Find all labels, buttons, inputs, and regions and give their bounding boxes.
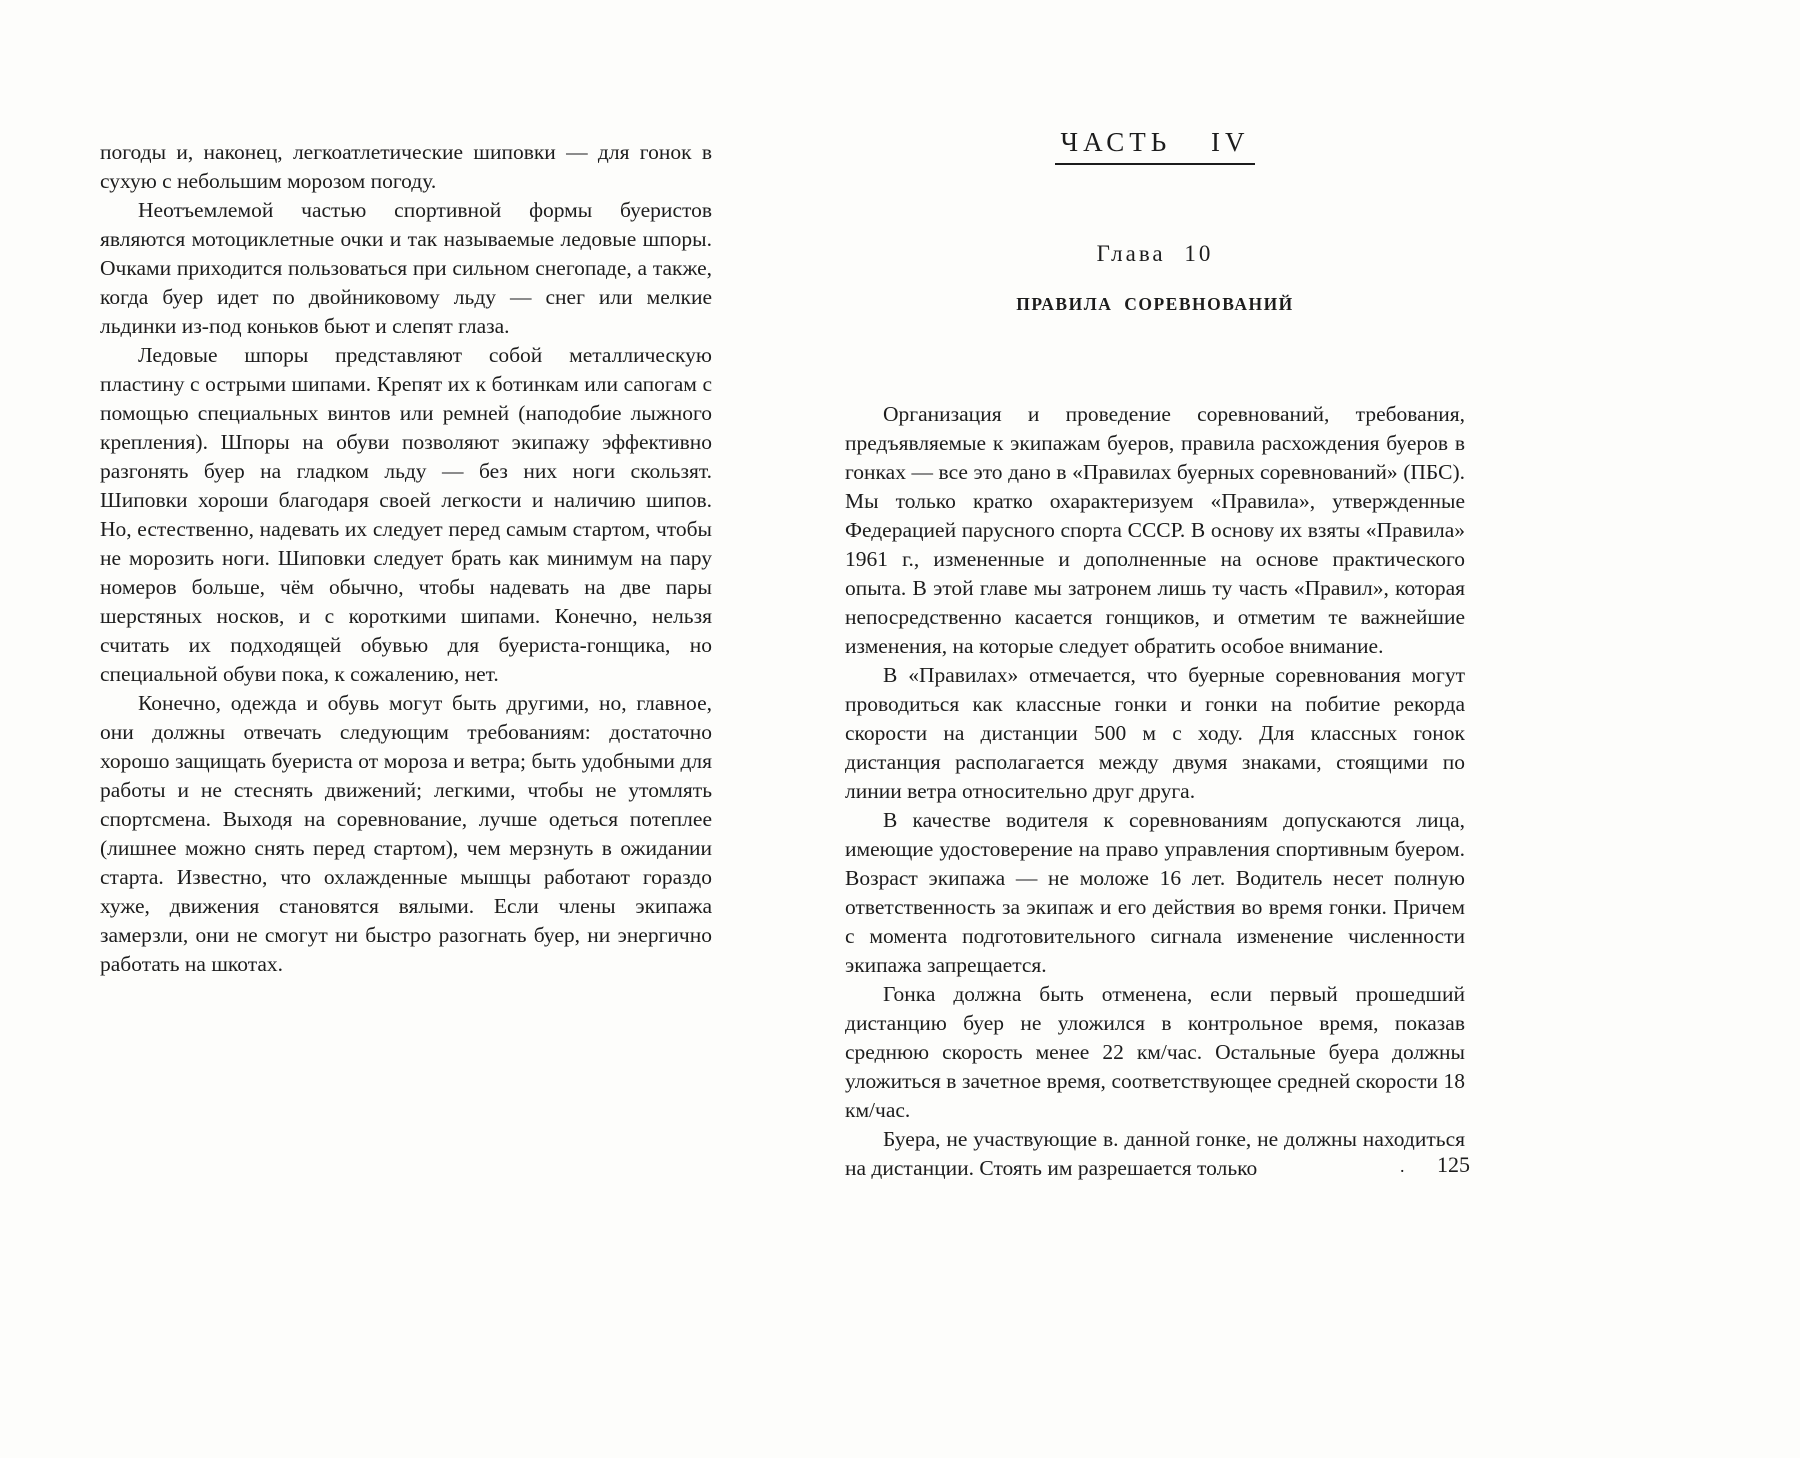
- paragraph: В «Правилах» отмечается, что буерные соревнования могут проводиться как классные гонки и гонки на побитие рекорда скорости на дистанции 500 м с ходу. Для классных гонок дистанция располагается между двумя знаками, стоящими по линии ветра относительно друг друга.: [845, 663, 1465, 804]
- paragraph: В качестве водителя к соревнованиям допускаются лица, имеющие удостоверение на право управления спортивным буером. Возраст экипажа — не моложе 16 лет. Водитель несет полную ответственность за экипаж и его действия во время гонки. Причем с момента подготовительного сигнала изменение численности экипажа запрещается.: [845, 808, 1465, 978]
- footer-dot: .: [1400, 1156, 1405, 1176]
- right-page-paragraphs: [845, 400, 1465, 1183]
- page-footer: [1400, 1152, 1470, 1178]
- paragraph: Гонка должна быть отменена, если первый прошедший дистанцию буер не уложился в контрольное время, показав среднюю скорость менее 22 км/час. Остальные буера должны уложиться в зачетное время, соответствующее средней скорости 18 км/час.: [845, 982, 1465, 1123]
- part-heading: ЧАСТЬ IV: [1055, 128, 1256, 165]
- paragraph: Ледовые шпоры представляют собой металлическую пластину с острыми шипами. Крепят их к ботинкам или сапогам с помощью специальных винтов или ремней (наподобие лыжного крепления). Шпоры на обуви позволяют экипажу эффективно разгонять буер на гладком льду — без них ноги скользят. Шиповки хороши благодаря своей легкости и наличию шипов. Но, естественно, надевать их следует перед самым стартом, чтобы не морозить ноги. Шиповки следует брать как минимум на пару номеров больше, чём обычно, чтобы надевать на две пары шерстяных носков, и с короткими шипами. Конечно, нельзя считать их подходящей обувью для буериста-гонщика, но специальной обуви пока, к сожалению, нет.: [100, 343, 712, 686]
- chapter-headings: [845, 128, 1465, 314]
- paragraph: Организация и проведение соревнований, требования, предъявляемые к экипажам буеров, правила расхождения буеров в гонках — все это дано в «Правилах буерных соревнований» (ПБС). Мы только кратко охарактеризуем «Правила», утвержденные Федерацией парусного спорта СССР. В основу их взяты «Правила» 1961 г., измененные и дополненные на основе практического опыта. В этой главе мы затронем лишь ту часть «Правил», которая непосредственно касается гонщиков, и отметим те важнейшие изменения, на которые следует обратить особое внимание.: [845, 402, 1465, 659]
- paragraph-continuation: погоды и, наконец, легкоатлетические шиповки — для гонок в сухую с небольшим морозом погоду.: [100, 140, 712, 193]
- paragraph: Конечно, одежда и обувь могут быть другими, но, главное, они должны отвечать следующим требованиям: достаточно хорошо защищать буериста от мороза и ветра; быть удобными для работы и не стеснять движений; легкими, чтобы не утомлять спортсмена. Выходя на соревнование, лучше одеться потеплее (лишнее можно снять перед стартом), чем мерзнуть в ожидании старта. Известно, что охлажденные мышцы работают гораздо хуже, движения становятся вялыми. Если члены экипажа замерзли, они не смогут ни быстро разогнать буер, ни энергично работать на шкотах.: [100, 691, 712, 976]
- page-number: 125: [1437, 1152, 1470, 1177]
- section-heading: ПРАВИЛА СОРЕВНОВАНИЙ: [1016, 293, 1294, 314]
- right-page-text-column: [845, 128, 1465, 1183]
- paragraph: Буера, не участвующие в. данной гонке, не должны находиться на дистанции. Стоять им разрешается только: [845, 1127, 1465, 1181]
- part-heading-row: [845, 128, 1465, 165]
- chapter-heading: Глава 10: [1096, 240, 1214, 266]
- paragraph: Неотъемлемой частью спортивной формы буеристов являются мотоциклетные очки и так называемые ледовые шпоры. Очками приходится пользоваться при сильном снегопаде, а также, когда буер идет по двойниковому льду — снег или мелкие льдинки из-под коньков бьют и слепят глаза.: [100, 198, 712, 338]
- left-page-text-column: [100, 138, 712, 979]
- left-page-paragraphs: [100, 196, 712, 979]
